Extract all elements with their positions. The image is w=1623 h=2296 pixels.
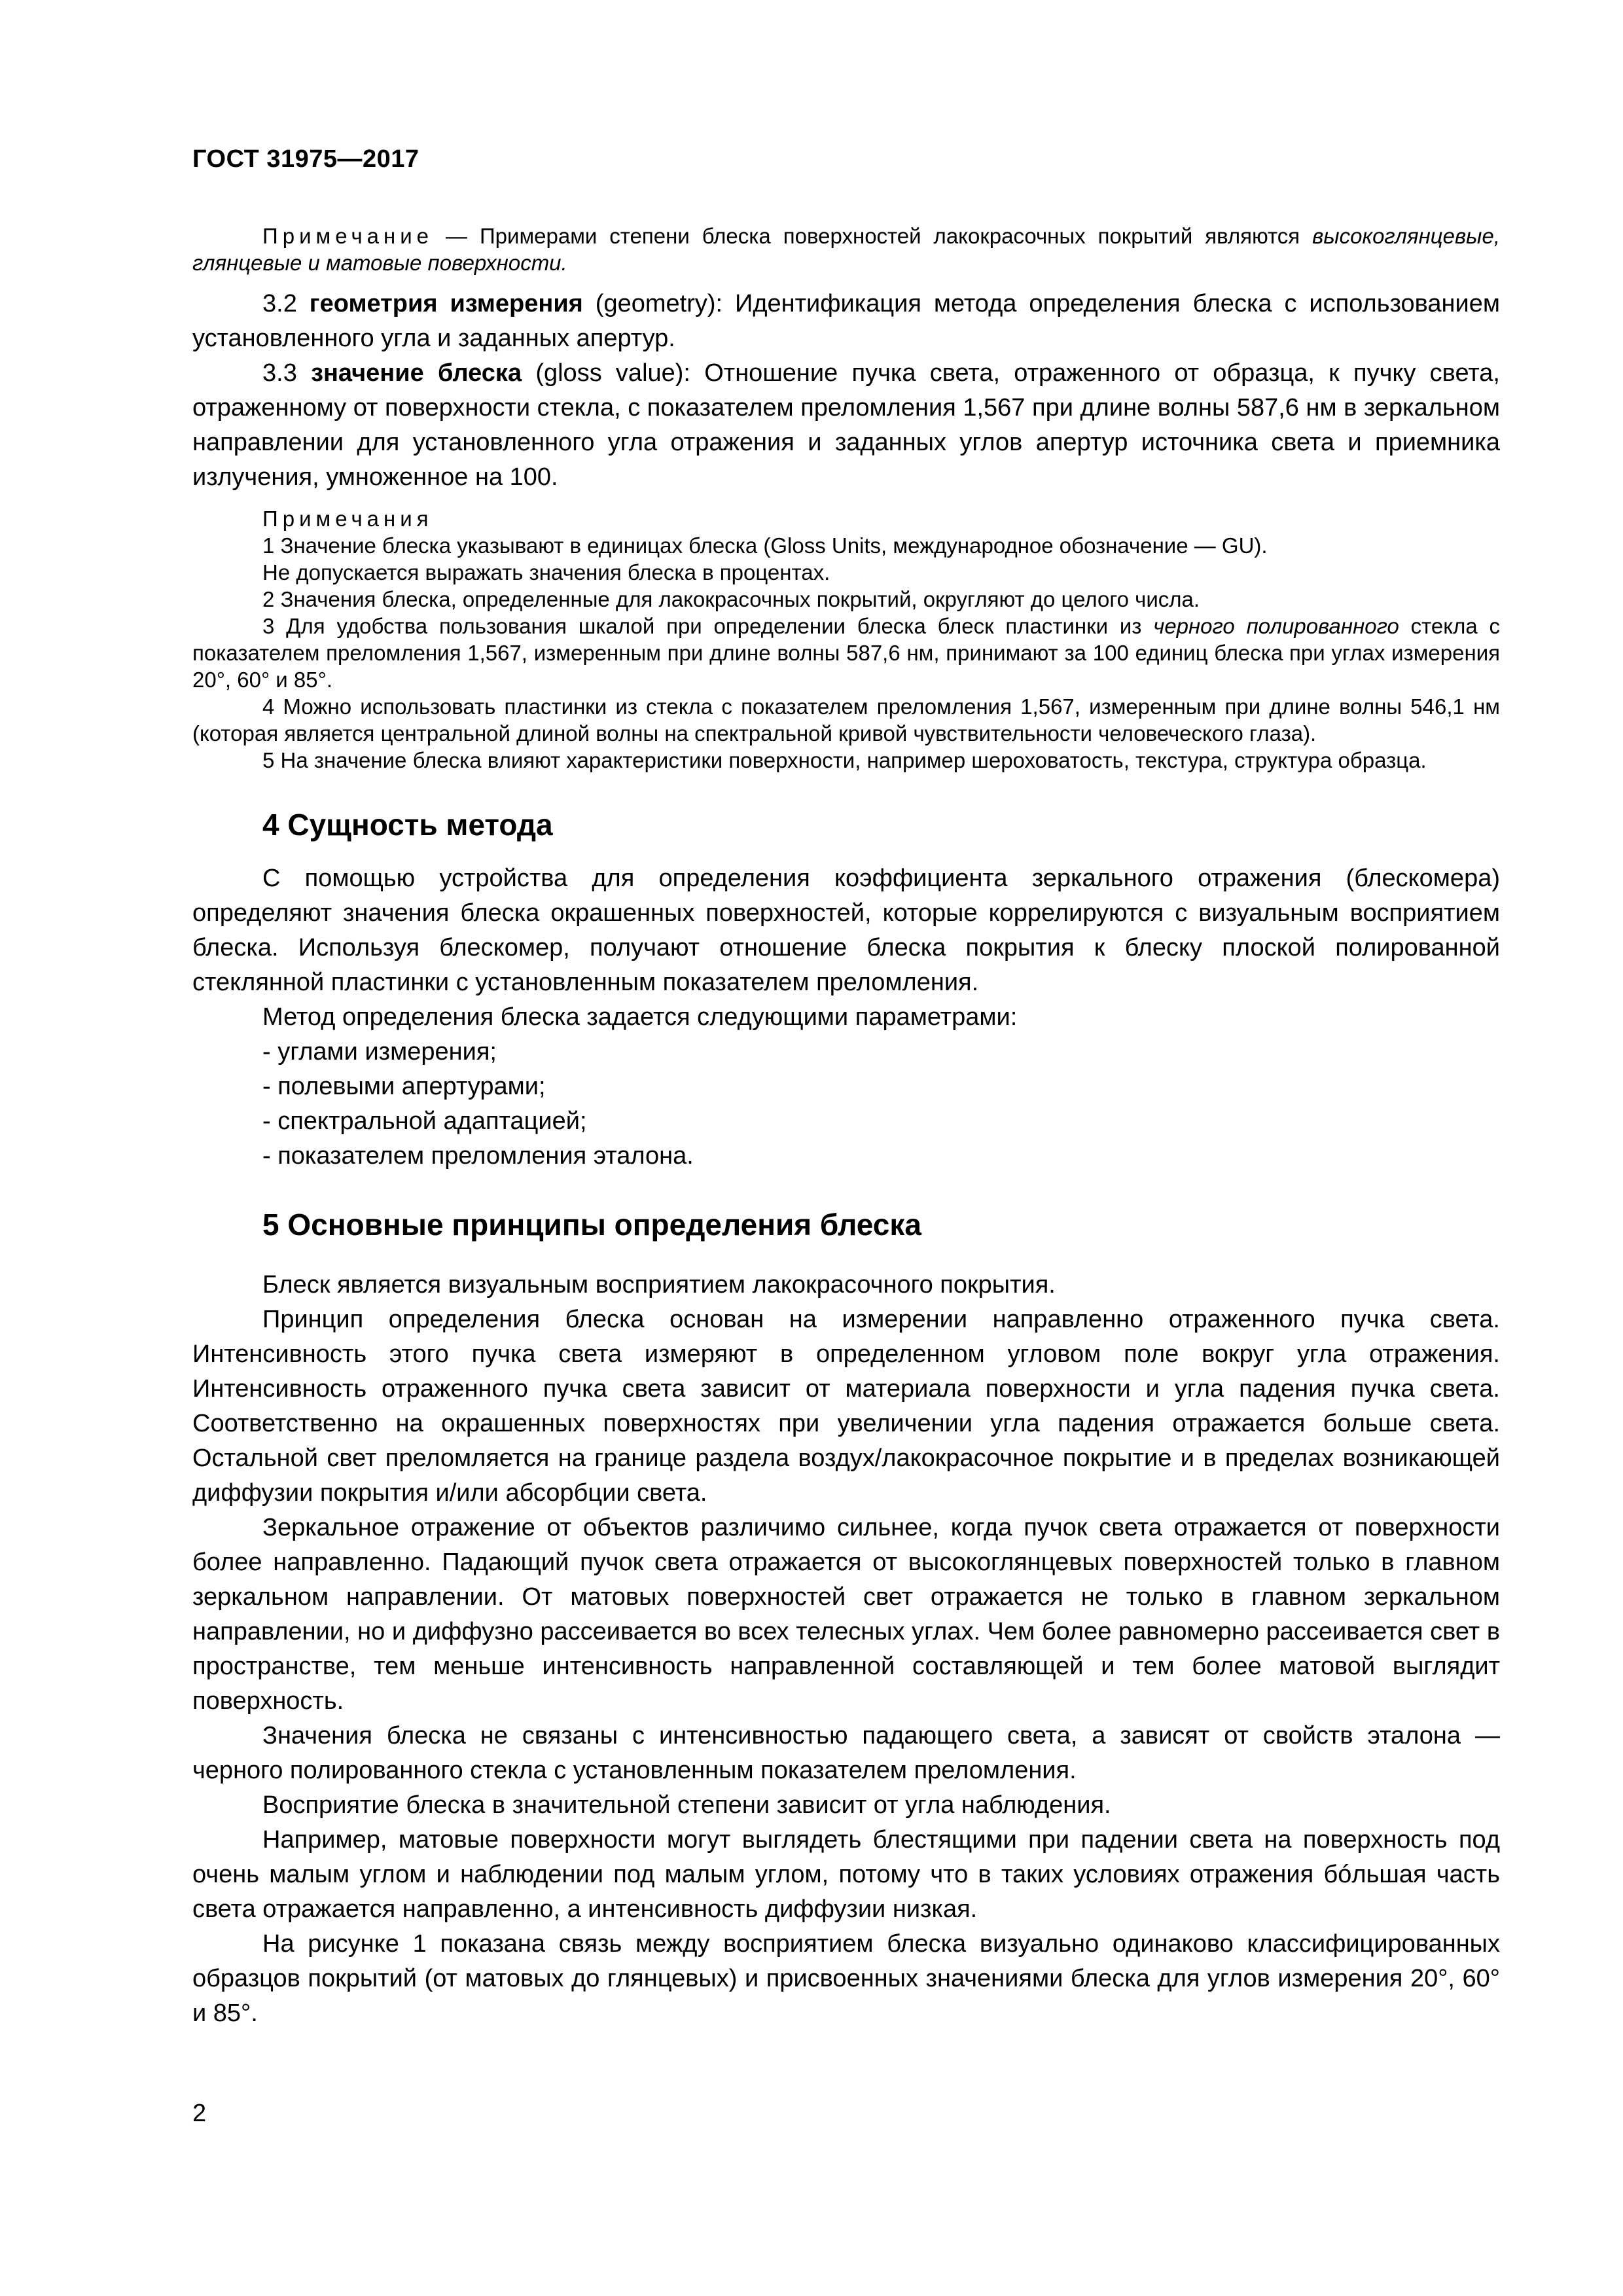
note-paragraph: [192, 223, 1500, 276]
page-content: [192, 223, 1500, 2031]
definition-3-2: [192, 287, 1500, 356]
section-5-paragraph-1: Блеск является визуальным восприятием лакокрасочного покрытия.: [262, 1271, 1056, 1299]
definition-term: значение блеска: [311, 359, 522, 387]
section-5-heading: 5 Основные принципы определения блеска: [262, 1208, 921, 1242]
section-5-paragraph-7: На рисунке 1 показана связь между восприятием блеска визуально одинаково классифицированных образцов покрытий (от матовых до глянцевых) и присвоенных значениями блеска для углов измерения 20°, 60° и 85°.: [192, 1930, 1500, 2027]
note-label: Примечание: [262, 224, 434, 248]
section-5-paragraph-2: Принцип определения блеска основан на измерении направленно отраженного пучка света. Интенсивность этого пучка света измеряют в определенном угловом поле вокруг угла отражения. Интенсивность отраженного пучка света зависит от материала поверхности и угла падения пучка света. Соответственно на окрашенных поверхностях при увеличении угла падения отражается больше света. Остальной свет преломляется на границе раздела воздух/лакокрасочное покрытие и в пределах возникающей диффузии покрытия и/или абсорбции света.: [192, 1306, 1500, 1507]
note-item-3: [192, 613, 1500, 693]
note-item-3-text-end: стекла с показателем преломления 1,567, измеренным при длине волны 587,6 нм, принимают за 100 единиц блеска при углах измерения 20°, 60° и 85°.: [192, 614, 1501, 692]
note-item-1b: Не допускается выражать значения блеска в процентах.: [262, 560, 830, 584]
section-5-paragraph-6: Например, матовые поверхности могут выглядеть блестящими при падении света на поверхность под очень малым углом и наблюдении под малым углом, потому что в таких условиях отражения бóльшая часть света отражается направленно, а интенсивность диффузии низкая.: [192, 1826, 1500, 1923]
note-item-3-italic: черного полированного: [1153, 614, 1399, 638]
notes-title: Примечания: [262, 507, 433, 531]
list-item: - полевыми апертурами;: [262, 1073, 546, 1100]
list-item: - спектральной адаптацией;: [262, 1107, 587, 1135]
section-4-heading: 4 Сущность метода: [262, 808, 553, 842]
document-header: ГОСТ 31975—2017: [192, 145, 419, 173]
list-item: - показателем преломления эталона.: [262, 1142, 694, 1170]
section-4-paragraph-1: С помощью устройства для определения коэффициента зеркального отражения (блескомера) определяют значения блеска окрашенных поверхностей, которые коррелируются с визуальным восприятием блеска. Используя блескомер, получают отношение блеска покрытия к блеску плоской полированной стеклянной пластинки с установленным показателем преломления.: [192, 865, 1500, 996]
page-number: 2: [192, 2100, 207, 2127]
definition-number: 3.3: [262, 359, 312, 387]
definition-text: (gloss value): Отношение пучка света, отраженного от образца, к пучку света, отраженному от поверхности стекла, с показателем преломления 1,567 при длине волны 587,6 нм в зеркальном направлении для установленного угла отражения и заданных углов апертур источника света и приемника излучения, умноженное на 100.: [192, 359, 1500, 491]
definition-number: 3.2: [262, 290, 310, 317]
section-4-paragraph-2: Метод определения блеска задается следующими параметрами:: [262, 1003, 1018, 1031]
definition-3-3: [192, 356, 1500, 495]
section-5-paragraph-5: Восприятие блеска в значительной степени зависит от угла наблюдения.: [262, 1791, 1111, 1819]
note-text-italic: высокоглянцевые, глянцевые и матовые поверхности.: [192, 224, 1500, 275]
note-item-3-text: 3 Для удобства пользования шкалой при определении блеска блеск пластинки из: [262, 614, 1154, 638]
section-5-paragraph-3: Зеркальное отражение от объектов различимо сильнее, когда пучок света отражается от поверхности более направленно. Падающий пучок света отражается от высокоглянцевых поверхностей только в главном зеркальном направлении. От матовых поверхностей свет отражается не только в главном зеркальном направлении, но и диффузно рассеивается во всех телесных углах. Чем более равномерно рассеивается свет в пространстве, тем меньше интенсивность направленной составляющей и тем более матовой выглядит поверхность.: [192, 1514, 1500, 1715]
definition-text: (geometry): Идентификация метода определения блеска с использованием установленного угла и заданных апертур.: [192, 290, 1500, 352]
note-item-1: 1 Значение блеска указывают в единицах блеска (Gloss Units, международное обозначение — GU).: [262, 533, 1268, 558]
note-text: — Примерами степени блеска поверхностей лакокрасочных покрытий являются: [433, 224, 1313, 248]
note-item-4: 4 Можно использовать пластинки из стекла с показателем преломления 1,567, измеренным при длине волны 546,1 нм (которая является центральной длиной волны на спектральной кривой чувствительности человеческого глаза).: [192, 694, 1500, 745]
definition-term: геометрия измерения: [309, 290, 583, 317]
section-5-paragraph-4: Значения блеска не связаны с интенсивностью падающего света, а зависят от свойств эталона — черного полированного стекла с установленным показателем преломления.: [192, 1722, 1500, 1784]
list-item: - углами измерения;: [262, 1038, 497, 1066]
note-item-5: 5 На значение блеска влияют характеристики поверхности, например шероховатость, текстура, структура образца.: [262, 748, 1427, 772]
note-item-2: 2 Значения блеска, определенные для лакокрасочных покрытий, округляют до целого числа.: [262, 587, 1200, 611]
